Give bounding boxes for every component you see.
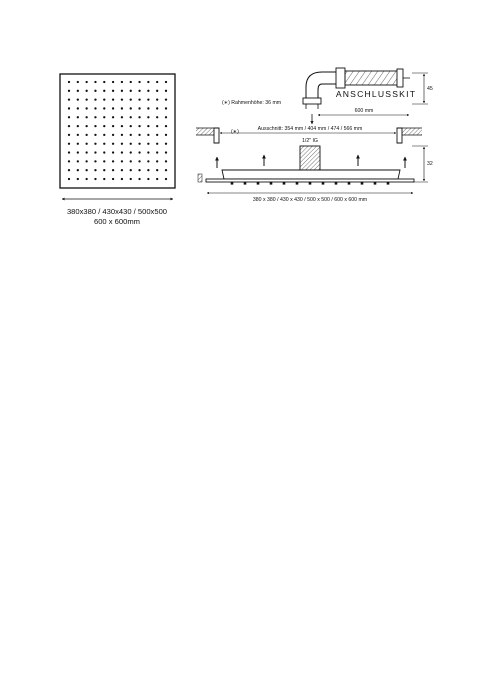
- nozzle-dot: [77, 143, 79, 145]
- nozzle-dot: [130, 125, 132, 127]
- ceiling-hatch-left: [196, 128, 214, 135]
- nozzle-dot: [165, 98, 167, 100]
- nozzle-dot: [138, 134, 140, 136]
- nozzle-dot: [165, 125, 167, 127]
- side-nozzle: [309, 182, 312, 185]
- nozzle-dot: [85, 169, 87, 171]
- nozzle-dot: [112, 178, 114, 180]
- nozzle-dot: [138, 169, 140, 171]
- nozzle-dot: [112, 116, 114, 118]
- threaded-connector: [300, 146, 320, 170]
- side-nozzle: [361, 182, 364, 185]
- side-nozzle: [387, 182, 390, 185]
- nozzle-dot: [77, 90, 79, 92]
- nozzle-dot: [156, 134, 158, 136]
- nozzle-dot: [94, 107, 96, 109]
- nozzle-dot: [165, 169, 167, 171]
- nozzle-dot: [130, 98, 132, 100]
- nozzle-dot: [68, 134, 70, 136]
- nozzle-dot: [130, 116, 132, 118]
- nozzle-dot: [77, 125, 79, 127]
- nozzle-dot: [121, 125, 123, 127]
- side-nozzle: [348, 182, 351, 185]
- nozzle-dot: [147, 169, 149, 171]
- nozzle-dot: [68, 160, 70, 162]
- nozzle-dot: [103, 134, 105, 136]
- nozzle-dot: [121, 178, 123, 180]
- size-caption-line1: 380x380 / 430x430 / 500x500: [66, 207, 168, 216]
- nozzle-dot: [103, 125, 105, 127]
- nozzle-dot: [112, 143, 114, 145]
- nozzle-dot: [68, 143, 70, 145]
- nozzle-dot: [121, 116, 123, 118]
- nozzle-dot: [121, 151, 123, 153]
- nozzle-dot: [94, 169, 96, 171]
- nozzle-dot: [147, 107, 149, 109]
- sizes-label: 380 x 380 / 430 x 430 / 500 x 500 / 600 x 600 mm: [252, 197, 368, 203]
- frame-height-note: (∗) Rahmenhöhe: 36 mm: [222, 100, 282, 106]
- nozzle-dot: [85, 160, 87, 162]
- nozzle-dot: [130, 107, 132, 109]
- nozzle-dot: [138, 81, 140, 83]
- nozzle-dot: [112, 134, 114, 136]
- nozzle-dot: [130, 81, 132, 83]
- nozzle-dot: [138, 116, 140, 118]
- size-caption-line2: 600 x 600mm: [93, 217, 141, 226]
- nozzle-dot: [77, 98, 79, 100]
- elbow-fitting-icon: [306, 72, 338, 100]
- nozzle-dot: [94, 160, 96, 162]
- hose-length-label: 600 mm: [354, 108, 374, 114]
- nozzle-dot: [121, 98, 123, 100]
- nozzle-dot: [138, 143, 140, 145]
- nozzle-dot: [112, 81, 114, 83]
- nozzle-dot: [77, 81, 79, 83]
- nozzle-dot: [112, 151, 114, 153]
- nozzle-dot: [77, 160, 79, 162]
- ceiling-hatch-right: [402, 128, 422, 135]
- nozzle-dot: [130, 151, 132, 153]
- nozzle-dot: [94, 151, 96, 153]
- side-nozzle: [296, 182, 299, 185]
- nozzle-dot: [68, 107, 70, 109]
- nozzle-dot: [130, 169, 132, 171]
- side-nozzle: [231, 182, 234, 185]
- frame-edge-marker: [198, 174, 202, 182]
- nozzle-dot: [165, 160, 167, 162]
- nozzle-dot: [138, 160, 140, 162]
- nozzle-dot: [112, 90, 114, 92]
- nozzle-dot: [130, 143, 132, 145]
- nozzle-dot: [165, 151, 167, 153]
- nozzle-dot: [138, 90, 140, 92]
- nozzle-dot: [130, 134, 132, 136]
- nozzle-dot: [77, 116, 79, 118]
- nozzle-dot: [77, 107, 79, 109]
- nozzle-dot: [103, 98, 105, 100]
- nozzle-dot: [68, 90, 70, 92]
- nozzle-dot: [165, 143, 167, 145]
- cutout-label: Ausschnitt: 354 mm / 404 mm / 474 / 566 mm: [257, 126, 363, 132]
- nozzle-dot: [85, 81, 87, 83]
- nozzle-dot: [77, 178, 79, 180]
- nozzle-dot: [85, 125, 87, 127]
- height-side-label: 32: [427, 161, 433, 167]
- side-nozzle: [322, 182, 325, 185]
- nozzle-dot: [138, 98, 140, 100]
- nozzle-dot: [121, 107, 123, 109]
- nozzle-dot: [147, 134, 149, 136]
- nozzle-dot: [156, 151, 158, 153]
- nozzle-dot: [130, 178, 132, 180]
- nozzle-dot: [85, 116, 87, 118]
- nozzle-dot: [85, 134, 87, 136]
- nozzle-dot: [68, 116, 70, 118]
- nozzle-dot: [147, 125, 149, 127]
- nozzle-dot: [156, 116, 158, 118]
- nozzle-dot: [138, 151, 140, 153]
- nozzle-dot: [121, 81, 123, 83]
- nozzle-dot: [121, 90, 123, 92]
- nozzle-dot: [77, 169, 79, 171]
- nozzle-dot: [147, 81, 149, 83]
- side-nozzle: [257, 182, 260, 185]
- nozzle-dot: [85, 178, 87, 180]
- nozzle-dot: [165, 107, 167, 109]
- nozzle-dot: [103, 116, 105, 118]
- elbow-nut: [303, 98, 321, 104]
- nozzle-dot: [68, 98, 70, 100]
- nozzle-dot: [85, 143, 87, 145]
- nozzle-dot: [68, 151, 70, 153]
- nozzle-dot: [112, 107, 114, 109]
- side-nozzle: [270, 182, 273, 185]
- nozzle-dot: [156, 98, 158, 100]
- nozzle-dot: [77, 134, 79, 136]
- nozzle-dot: [147, 178, 149, 180]
- nozzle-dot: [85, 98, 87, 100]
- nozzle-dot: [68, 125, 70, 127]
- nozzle-dot: [147, 160, 149, 162]
- shower-head-top-view: [60, 74, 175, 188]
- nozzle-dot: [156, 160, 158, 162]
- nozzle-dot: [94, 90, 96, 92]
- nozzle-dot: [77, 151, 79, 153]
- nozzle-dot: [138, 178, 140, 180]
- nozzle-dot: [156, 107, 158, 109]
- nozzle-dot: [121, 134, 123, 136]
- nozzle-dot: [130, 160, 132, 162]
- shower-head-body: [222, 170, 400, 179]
- nozzle-dot: [165, 90, 167, 92]
- height-top-label: 45: [427, 86, 433, 92]
- nozzle-dot: [156, 143, 158, 145]
- nozzle-dot: [103, 81, 105, 83]
- nozzle-dot: [85, 107, 87, 109]
- nozzle-dot: [103, 169, 105, 171]
- nozzle-dot: [121, 169, 123, 171]
- nozzle-dot: [112, 169, 114, 171]
- nozzle-dot: [103, 107, 105, 109]
- nozzle-dot: [103, 178, 105, 180]
- side-nozzle: [283, 182, 286, 185]
- frame-profile-left: [214, 128, 219, 143]
- nozzle-dot: [165, 178, 167, 180]
- frame-marker: (∗): [231, 129, 239, 135]
- nozzle-dot: [165, 116, 167, 118]
- nozzle-dot: [103, 151, 105, 153]
- nozzle-dot: [156, 81, 158, 83]
- nozzle-dot: [103, 160, 105, 162]
- frame-profile-right: [397, 128, 402, 143]
- nozzle-dot: [94, 98, 96, 100]
- nozzle-dot: [85, 151, 87, 153]
- side-nozzle: [244, 182, 247, 185]
- side-nozzle: [335, 182, 338, 185]
- kit-label: ANSCHLUSSKIT: [335, 89, 417, 99]
- nozzle-dot: [156, 125, 158, 127]
- nozzle-dot: [130, 90, 132, 92]
- nozzle-dot: [156, 169, 158, 171]
- braided-hose-icon: [345, 71, 398, 85]
- nozzle-dot: [156, 90, 158, 92]
- nozzle-dot: [147, 90, 149, 92]
- hose-end-nut: [397, 69, 403, 87]
- nozzle-dot: [68, 178, 70, 180]
- nozzle-dot: [112, 160, 114, 162]
- nozzle-dot: [94, 143, 96, 145]
- nozzle-dot: [112, 98, 114, 100]
- nozzle-dot: [94, 134, 96, 136]
- nozzle-grid: [68, 81, 167, 180]
- nozzle-dot: [121, 143, 123, 145]
- nozzle-dot: [68, 169, 70, 171]
- nozzle-dot: [156, 178, 158, 180]
- thread-label: 1/2" IG: [302, 138, 318, 144]
- nozzle-dot: [121, 160, 123, 162]
- shower-head-plate: [206, 179, 414, 182]
- nozzle-dot: [165, 81, 167, 83]
- nozzle-dot: [147, 116, 149, 118]
- nozzle-dot: [138, 125, 140, 127]
- nozzle-dot: [85, 90, 87, 92]
- nozzle-dot: [147, 98, 149, 100]
- nozzle-dot: [138, 107, 140, 109]
- nozzle-dot: [103, 90, 105, 92]
- nozzle-dot: [147, 151, 149, 153]
- nozzle-dot: [94, 178, 96, 180]
- nozzle-dot: [112, 125, 114, 127]
- nozzle-dot: [165, 134, 167, 136]
- hose-ferrule: [336, 68, 345, 88]
- nozzle-dot: [103, 143, 105, 145]
- nozzle-dot: [68, 81, 70, 83]
- nozzle-dot: [147, 143, 149, 145]
- nozzle-dot: [94, 116, 96, 118]
- nozzle-dot: [94, 81, 96, 83]
- nozzle-dot: [94, 125, 96, 127]
- side-nozzle: [374, 182, 377, 185]
